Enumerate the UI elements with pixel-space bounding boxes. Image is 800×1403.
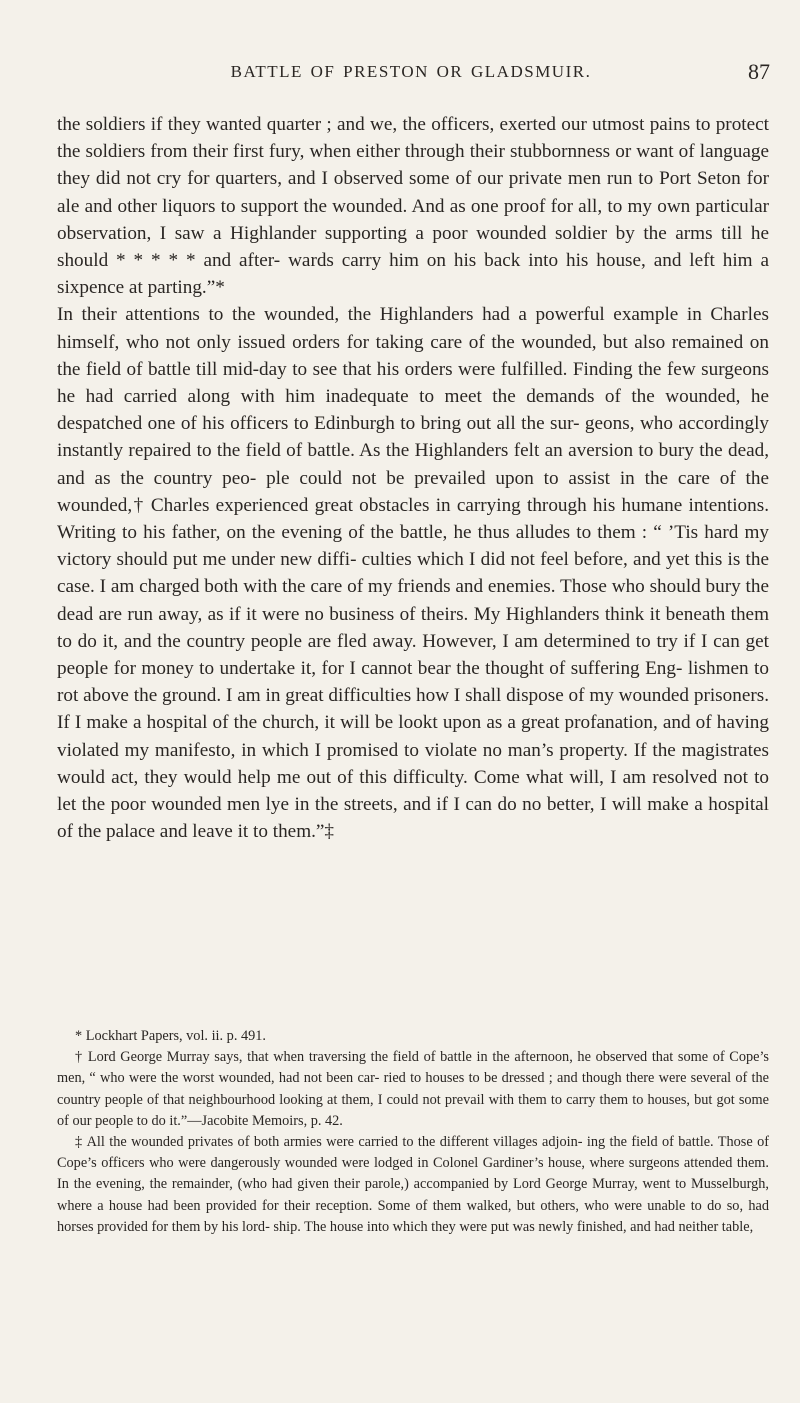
running-header-title: BATTLE OF PRESTON OR GLADSMUIR. (230, 62, 592, 81)
page-number: 87 (748, 59, 770, 84)
footnotes (57, 1026, 769, 1238)
footnote: * Lockhart Papers, vol. ii. p. 491. (75, 1028, 266, 1044)
running-header (52, 59, 770, 86)
main-text (57, 111, 769, 845)
footnote: † Lord George Murray says, that when traversing the field of battle in the afternoon, he observed that some of Cope’s men, “ who were the worst wounded, had not been car- ried to houses to be dressed ; and though there were several of the country people of that neighbourhood looking at them, I could not prevail with them to carry them to houses, but got some of our people to do it.”—Jacobite Memoirs, p. 42. (57, 1049, 769, 1129)
paragraph: the soldiers if they wanted quarter ; and we, the officers, exerted our utmost pains to protect the soldiers from their first fury, when either through their stubbornness or want of language they did not cry for quarters, and I observed some of our private men run to Port Seton for ale and other liquors to support the wounded. And as one proof for all, to my own particular observation, I saw a Highlander supporting a poor wounded soldier by the arms till he should * * * * * and after- wards carry him on his back into his house, and left him a sixpence at parting.”* (57, 114, 769, 299)
footnote: ‡ All the wounded privates of both armies were carried to the different villages adjoin- ing the field of battle. Those of Cope’s officers who were dangerously wounded were lodged in Colonel Gardiner’s house, where surgeons attended them. In the evening, the remainder, (who had given their parole,) accompanied by Lord George Murray, went to Musselburgh, where a house had been provided for their reception. Some of them walked, but others, who were unable to do so, had horses provided for them by his lord- ship. The house into which they were put was newly finished, and had neither table, (57, 1134, 769, 1235)
paragraph: In their attentions to the wounded, the Highlanders had a powerful example in Charles himself, who not only issued orders for taking care of the wounded, but also remained on the field of battle till mid-day to see that his orders were fulfilled. Finding the few surgeons he had carried along with him inadequate to meet the demands of the wounded, he despatched one of his officers to Edinburgh to bring out all the sur- geons, who accordingly instantly repaired to the field of battle. As the Highlanders felt an aversion to bury the dead, and as the country peo- ple could not be prevailed upon to assist in the care of the wounded,† Charles experienced great obstacles in carrying through his humane intentions. Writing to his father, on the evening of the battle, he thus alludes to them : “ ’Tis hard my victory should put me under new diffi- culties which I did not feel before, and yet this is the case. I am charged both with the care of my friends and enemies. Those who should bury the dead are run away, as if it were no business of theirs. My Highlanders think it beneath them to do it, and the country people are fled away. However, I am determined to try if I can get people for money to undertake it, for I cannot bear the thought of suffering Eng- lishmen to rot above the ground. I am in great difficulties how I shall dispose of my wounded prisoners. If I make a hospital of the church, it will be lookt upon as a great profanation, and of having violated my manifesto, in which I promised to violate no man’s property. If the magistrates would act, they would help me out of this difficulty. Come what will, I am resolved not to let the poor wounded men lye in the streets, and if I can do no better, I will make a hospital of the palace and leave it to them.”‡ (57, 304, 769, 843)
